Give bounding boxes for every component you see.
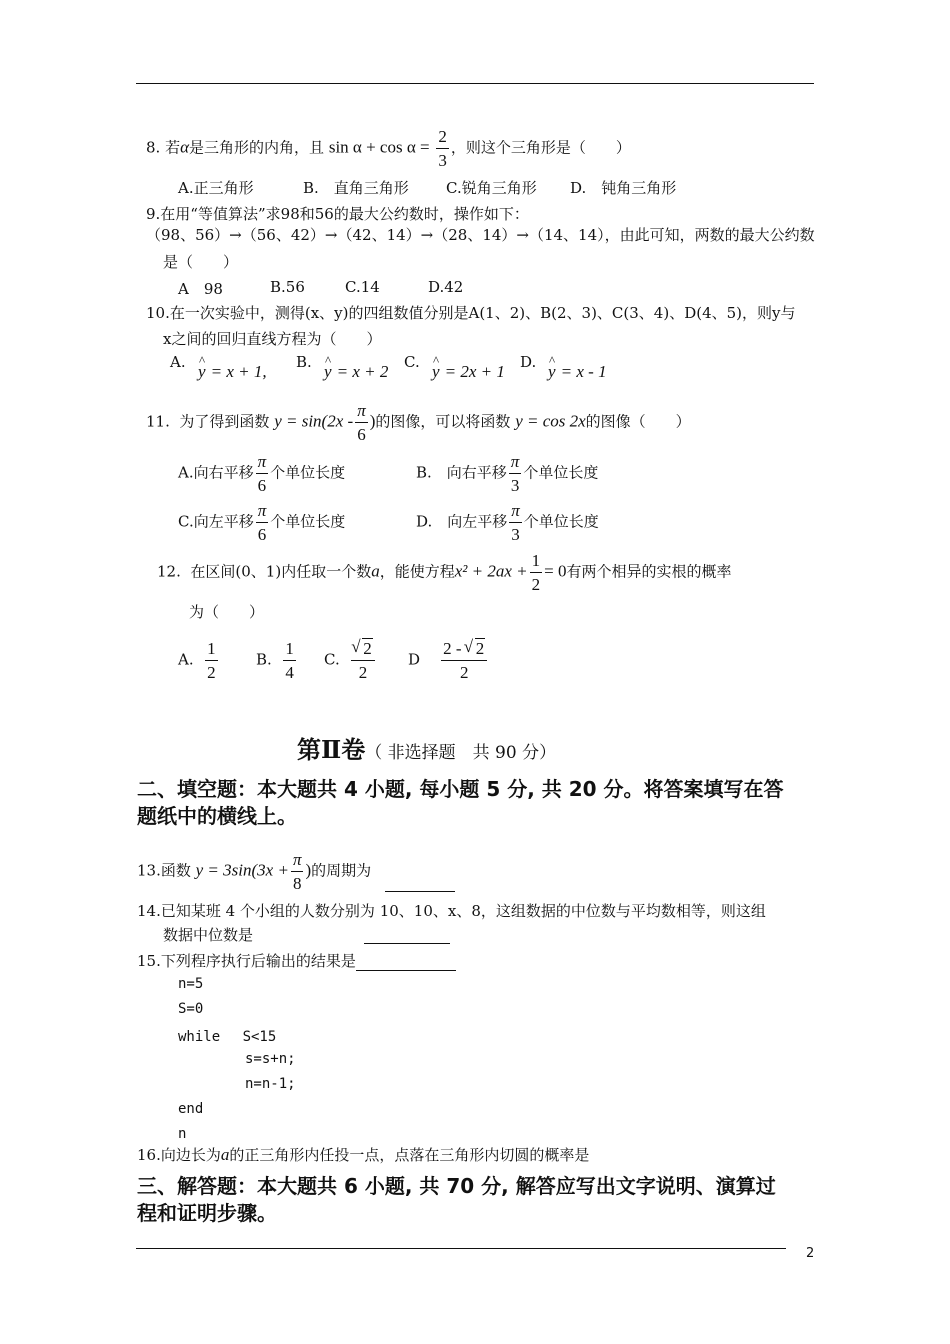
sqrt bbox=[466, 640, 486, 657]
alpha-symbol: α bbox=[180, 137, 190, 157]
option-label: A. bbox=[178, 650, 194, 669]
denominator: 8 bbox=[292, 874, 302, 893]
denominator: 4 bbox=[285, 663, 294, 682]
page-number: 2 bbox=[806, 1246, 815, 1261]
denominator: 2 bbox=[531, 575, 541, 594]
question-15 bbox=[137, 950, 456, 971]
question-13 bbox=[137, 851, 455, 892]
fraction bbox=[256, 502, 269, 543]
q10-option-a bbox=[198, 362, 267, 382]
part-subtitle: （ 非选择题 共 90 分） bbox=[365, 743, 557, 763]
variable-a: a bbox=[371, 561, 380, 581]
q10-option-a-label: A. bbox=[170, 353, 186, 371]
q10-option-d-label: D. bbox=[520, 353, 537, 371]
denominator: 6 bbox=[257, 525, 267, 544]
q11-option-a bbox=[178, 453, 345, 494]
q10-option-d bbox=[548, 362, 607, 382]
text: 15.下列程序执行后输出的结果是 bbox=[137, 952, 356, 970]
question-10-line2: x之间的回归直线方程为（ ） bbox=[163, 330, 382, 348]
y-hat: ^ y bbox=[432, 362, 440, 382]
text: 的图像（ ） bbox=[585, 412, 691, 431]
math-expression: y = cos 2x bbox=[515, 411, 586, 431]
text: 的正三角形内任投一点，点落在三角形内切圆的概率是 bbox=[229, 1146, 590, 1164]
unit-text: 个单位长度 bbox=[523, 463, 599, 482]
option-label: C. bbox=[324, 650, 340, 669]
text: 有两个相异的实根的概率 bbox=[566, 562, 732, 581]
math-expression: y = 3sin(3x + bbox=[195, 860, 289, 880]
denominator: 6 bbox=[257, 476, 267, 495]
math-expression: ) bbox=[305, 860, 312, 880]
answer-blank[interactable] bbox=[385, 877, 455, 892]
fraction bbox=[530, 552, 543, 593]
unit-text: 个单位长度 bbox=[270, 463, 346, 482]
question-8 bbox=[146, 128, 631, 169]
question-number: 11. bbox=[146, 412, 170, 431]
text: ，则这个三角形是（ ） bbox=[450, 138, 631, 157]
fraction bbox=[291, 851, 304, 892]
q10-option-b-label: B. bbox=[296, 353, 312, 371]
numerator: π bbox=[291, 851, 304, 872]
numerator: π bbox=[509, 502, 522, 523]
q9-option-b: B.56 bbox=[270, 278, 305, 296]
math-expression: ) bbox=[369, 411, 376, 431]
part-2-heading bbox=[297, 730, 556, 765]
radicand: 2 bbox=[475, 639, 485, 658]
fraction bbox=[355, 402, 368, 443]
q12-option-d bbox=[408, 640, 489, 681]
text: 13.函数 bbox=[137, 861, 191, 880]
question-16 bbox=[137, 1144, 589, 1165]
question-10-line1: 10.在一次实验中，测得(x、y)的四组数值分别是A(1、2)、B(2、3)、C(3、4)、D(4、5)，则y与 bbox=[146, 304, 796, 322]
numerator: π bbox=[256, 502, 269, 523]
q11-option-b bbox=[416, 453, 598, 494]
code-line: end bbox=[178, 1101, 204, 1117]
numerator: π bbox=[256, 453, 269, 474]
unit-text: 个单位长度 bbox=[270, 512, 346, 531]
math-expression: = x - 1 bbox=[560, 362, 607, 381]
question-14-line1: 14.已知某班 4 个小组的人数分别为 10、10、x、8，这组数据的中位数与平均数相等，则这组 bbox=[137, 902, 766, 920]
question-9-line3: 是（ ） bbox=[163, 253, 239, 271]
numerator: 2 bbox=[436, 128, 449, 149]
q12-option-b bbox=[256, 640, 298, 681]
section-2-line1: 二、填空题：本大题共 4 小题, 每小题 5 分, 共 20 分。将答案填写在答 bbox=[137, 777, 784, 801]
fraction bbox=[351, 640, 375, 681]
math-expression: y = sin(2x - bbox=[274, 411, 354, 431]
question-11 bbox=[146, 402, 691, 443]
option-label: B. bbox=[256, 650, 272, 669]
text: 是三角形的内角，且 bbox=[189, 138, 325, 157]
denominator: 6 bbox=[357, 425, 366, 444]
numerator-prefix: 2 - bbox=[443, 639, 462, 658]
fraction bbox=[283, 640, 296, 681]
fraction bbox=[509, 502, 522, 543]
q10-option-c bbox=[432, 362, 505, 382]
q11-option-c bbox=[178, 502, 345, 543]
section-3-line2: 程和证明步骤。 bbox=[137, 1201, 277, 1225]
q9-option-d: D.42 bbox=[428, 278, 464, 296]
q10-option-b bbox=[324, 362, 388, 382]
part-title: 第Ⅱ卷 bbox=[297, 735, 366, 764]
y-hat: ^ y bbox=[198, 362, 206, 382]
q12-option-c bbox=[324, 640, 377, 681]
radicand: 2 bbox=[363, 639, 372, 658]
numerator: 1 bbox=[530, 552, 543, 573]
text: 若 bbox=[165, 138, 181, 157]
text: 的图像，可以将函数 bbox=[375, 412, 511, 431]
fraction bbox=[436, 128, 449, 169]
q9-option-a: A 98 bbox=[178, 280, 223, 298]
fraction bbox=[256, 453, 269, 494]
q8-option-c: C.锐角三角形 bbox=[446, 179, 537, 197]
text: 16.向边长为 bbox=[137, 1146, 221, 1164]
numerator: π bbox=[355, 402, 368, 423]
footer-rule bbox=[136, 1248, 786, 1249]
header-rule bbox=[136, 83, 814, 84]
question-9-line1: 9.在用“等值算法”求98和56的最大公约数时，操作如下： bbox=[146, 205, 529, 223]
question-12-line2: 为（ ） bbox=[189, 603, 265, 621]
code-line: n bbox=[178, 1126, 187, 1142]
math-expression: = 0 bbox=[544, 561, 567, 581]
denominator: 2 bbox=[207, 663, 216, 682]
text: 的周期为 bbox=[311, 861, 372, 880]
denominator: 3 bbox=[510, 476, 520, 495]
numerator: 1 bbox=[205, 640, 218, 661]
q11-option-d bbox=[416, 502, 599, 543]
y-hat: ^ y bbox=[548, 362, 556, 382]
code-line: n=n-1; bbox=[245, 1076, 296, 1092]
unit-text: 个单位长度 bbox=[523, 512, 599, 531]
question-number: 12. bbox=[157, 562, 181, 581]
text: 为了得到函数 bbox=[179, 412, 270, 431]
math-expression: x² + 2ax + bbox=[454, 561, 528, 581]
q9-option-c: C.14 bbox=[345, 278, 380, 296]
option-text: B. 向右平移 bbox=[416, 463, 507, 482]
code-line: n=5 bbox=[178, 976, 204, 992]
math-expression: = x + 1, bbox=[210, 362, 267, 381]
answer-blank[interactable] bbox=[356, 952, 456, 971]
option-text: D. 向左平移 bbox=[416, 512, 508, 531]
question-9-line2: （98、56）→（56、42）→（42、14）→（28、14）→（14、14），由此可知，两数的最大公约数 bbox=[146, 226, 815, 244]
code-line: s=s+n; bbox=[245, 1051, 296, 1067]
option-text: A.向右平移 bbox=[178, 463, 254, 482]
code-line: S=0 bbox=[178, 1001, 204, 1017]
fraction bbox=[509, 453, 522, 494]
denominator: 2 bbox=[358, 663, 368, 682]
denominator: 3 bbox=[438, 151, 447, 170]
math-expression: = 2x + 1 bbox=[444, 362, 505, 381]
section-2-line2: 题纸中的横线上。 bbox=[137, 804, 297, 828]
denominator: 2 bbox=[459, 663, 469, 682]
text: 在区间(0、1)内任取一个数 bbox=[190, 562, 372, 581]
math-expression: sin α + cos α = bbox=[328, 137, 430, 157]
option-text: C.向左平移 bbox=[178, 512, 254, 531]
q8-option-b: B. 直角三角形 bbox=[303, 179, 409, 197]
y-hat: ^ y bbox=[324, 362, 332, 382]
question-number: 8. bbox=[146, 138, 161, 157]
question-12 bbox=[157, 552, 731, 593]
fraction bbox=[441, 640, 487, 681]
q12-option-a bbox=[178, 640, 220, 681]
text: ，能使方程 bbox=[379, 562, 455, 581]
answer-blank[interactable] bbox=[364, 926, 450, 944]
option-label: D bbox=[408, 650, 421, 669]
fraction bbox=[205, 640, 218, 681]
math-expression: = x + 2 bbox=[336, 362, 389, 381]
numerator: π bbox=[509, 453, 522, 474]
section-3-line1: 三、解答题：本大题共 6 小题, 共 70 分, 解答应写出文字说明、演算过 bbox=[137, 1174, 776, 1198]
variable-a: a bbox=[220, 1145, 230, 1164]
q8-option-d: D. 钝角三角形 bbox=[570, 179, 677, 197]
code-line: while S<15 bbox=[178, 1029, 277, 1045]
numerator: 1 bbox=[283, 640, 296, 661]
question-14-line2: 数据中位数是 bbox=[163, 926, 254, 944]
q10-option-c-label: C. bbox=[404, 353, 420, 371]
sqrt bbox=[353, 640, 373, 657]
denominator: 3 bbox=[511, 525, 520, 544]
q8-option-a: A.正三角形 bbox=[178, 179, 254, 197]
